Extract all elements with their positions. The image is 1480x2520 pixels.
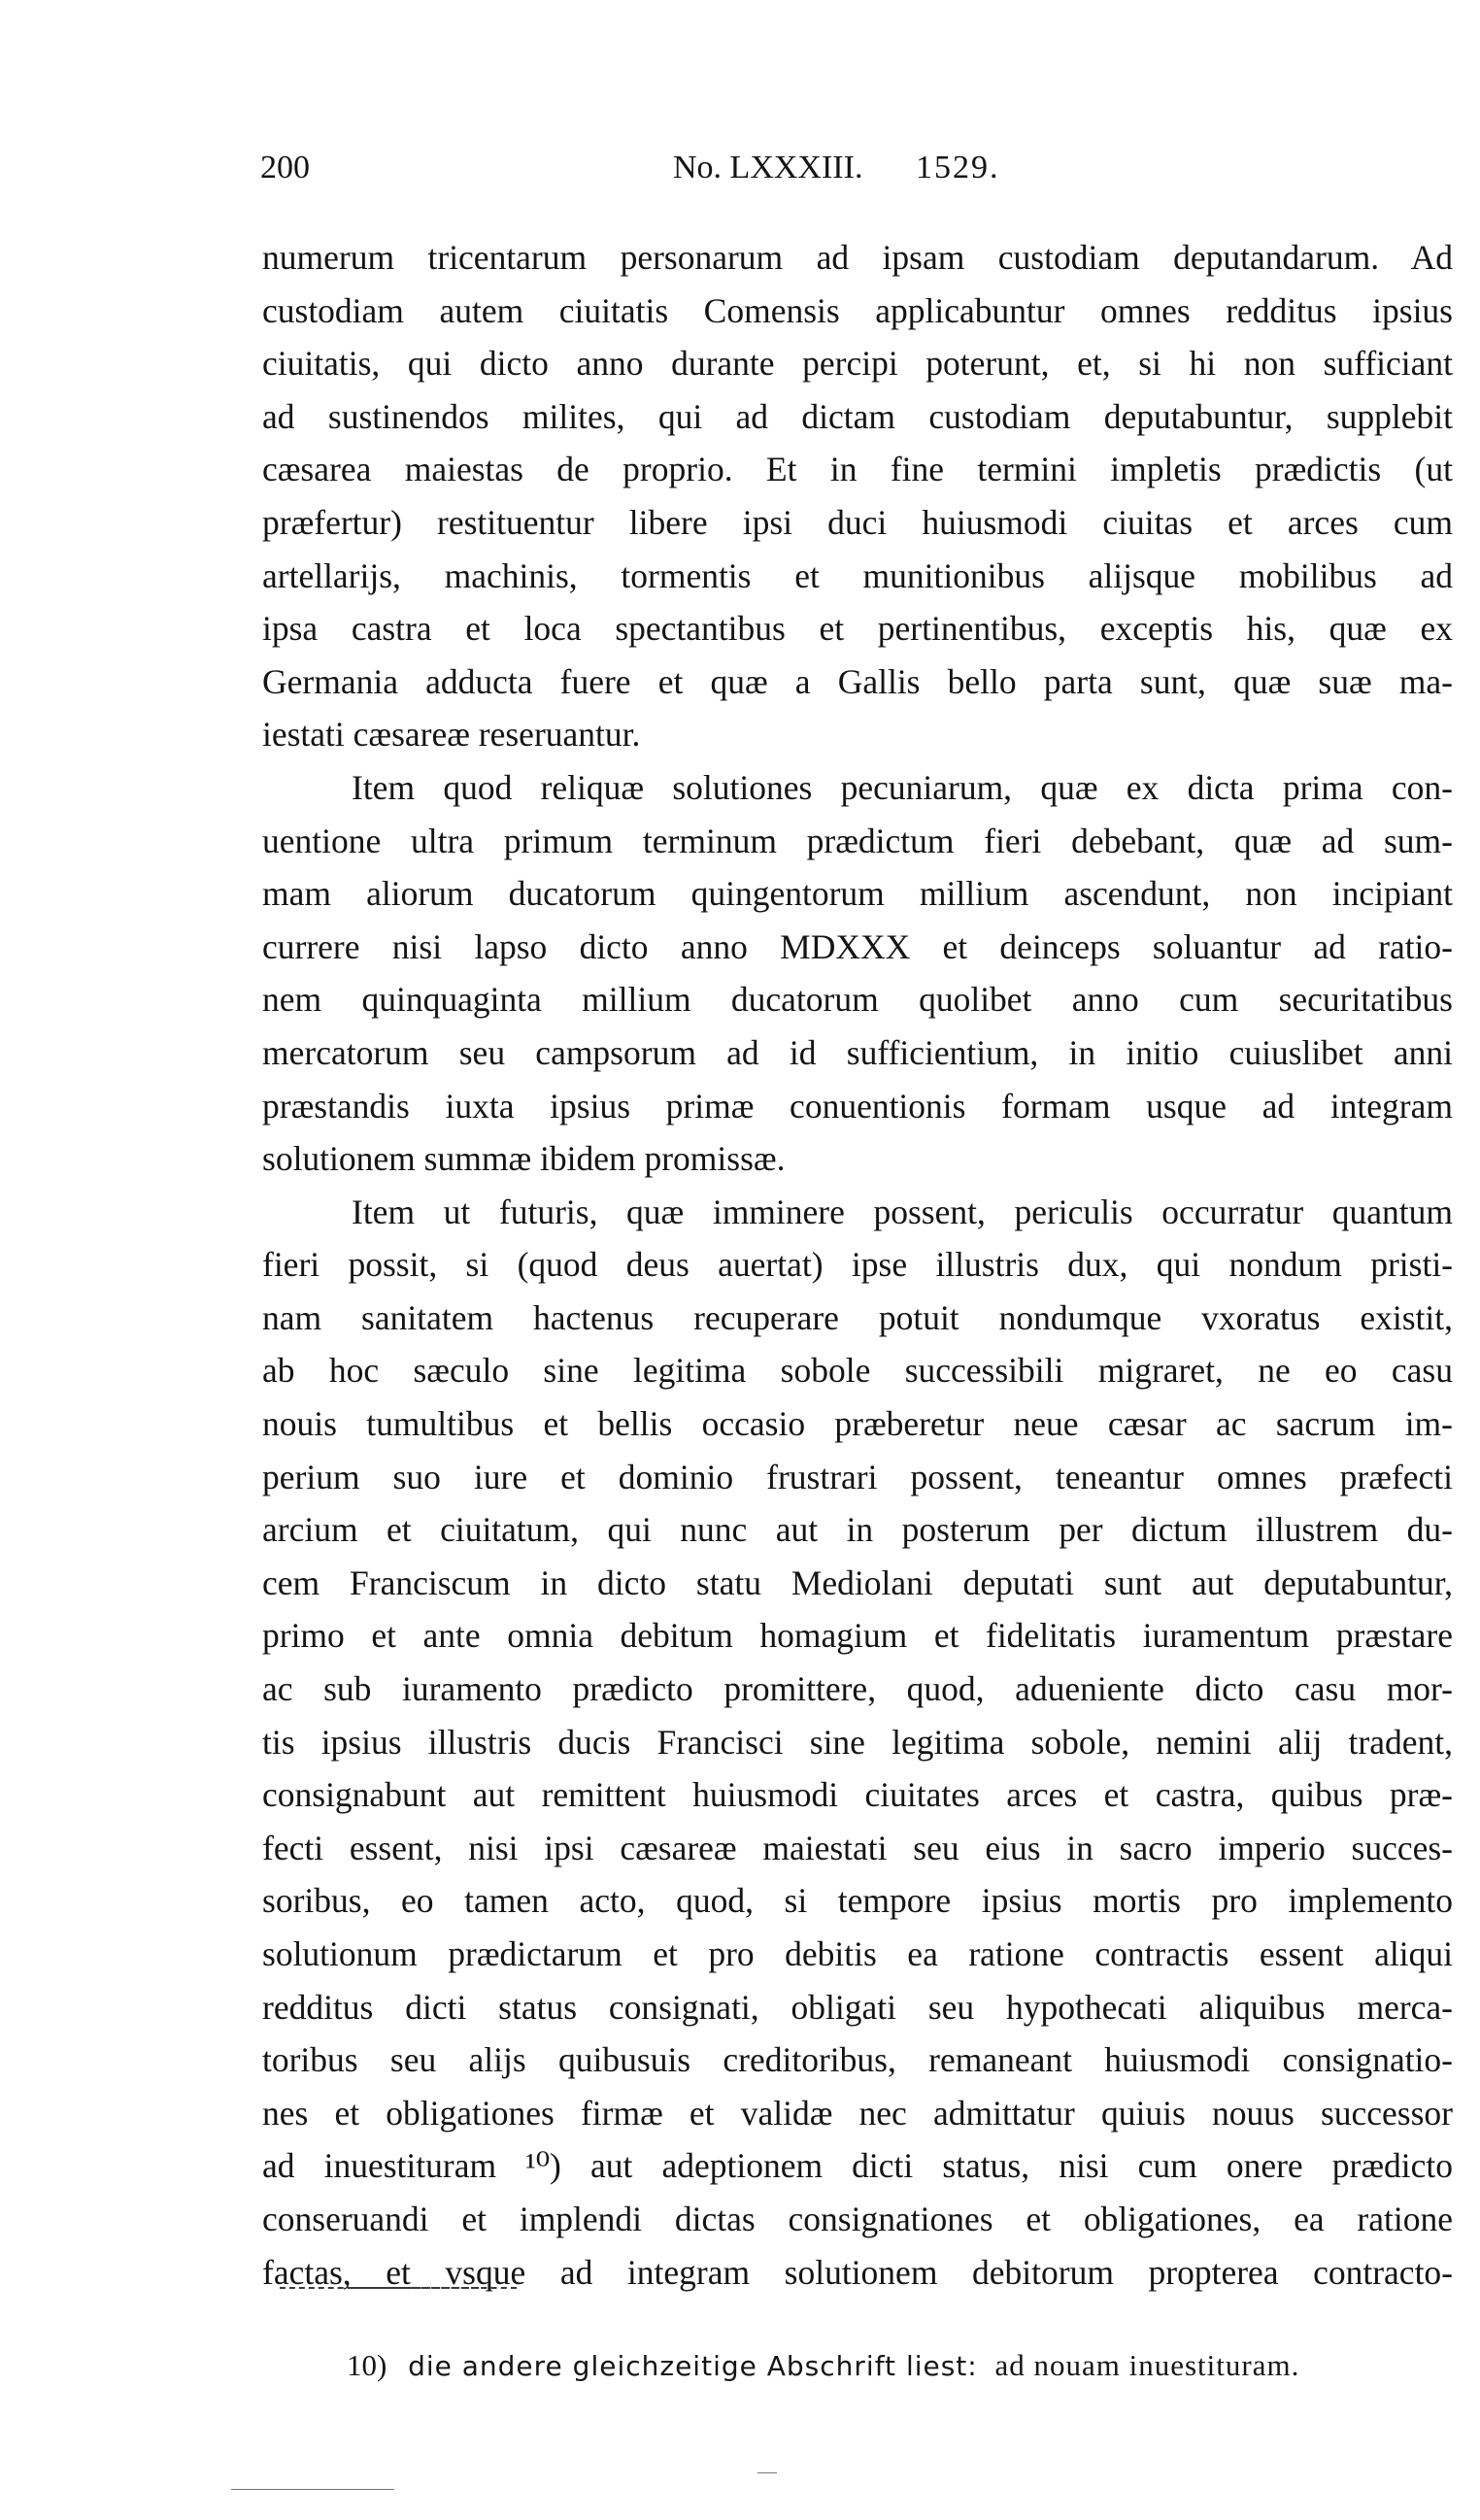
text-line: custodiam autem ciuitatis Comensis applicabuntur omnes redditus ipsius [262, 290, 1453, 330]
text-line: soribus, eo tamen acto, quod, si tempore ipsius mortis pro implemento [262, 1881, 1453, 1921]
page-number: 200 [260, 150, 310, 185]
text-line: ab hoc sæculo sine legitima sobole successibili migraret, ne eo casu [262, 1351, 1453, 1391]
text-line: arcium et ciuitatum, qui nunc aut in posterum per dictum illustrem du- [262, 1510, 1453, 1550]
text-line: perium suo iure et dominio frustrari possent, teneantur omnes præfecti [262, 1457, 1453, 1496]
footnote-german-text: die andere gleichzeitige Abschrift liest: [408, 2350, 978, 2382]
paragraph-3 [262, 1186, 1453, 2299]
text-line: præstandis iuxta ipsius primæ conuentionis formam usque ad integram [262, 1086, 1453, 1126]
text-line: cæsarea maiestas de proprio. Et in fine termini impletis prædictis (ut [262, 450, 1453, 489]
text-line: nes et obligationes firmæ et validæ nec admittatur quiuis nouus successor [262, 2093, 1453, 2133]
footnote-latin-text: ad nouam inuestituram. [994, 2348, 1300, 2382]
text-line: factas, et vsque ad integram solutionem debitorum propterea contracto- [262, 2252, 1453, 2292]
footnote-label: 10) [347, 2348, 387, 2382]
text-line: tis ipsius illustris ducis Francisci sine legitima sobole, nemini alij tradent, [262, 1722, 1453, 1762]
text-line: ipsa castra et loca spectantibus et pertinentibus, exceptis his, quæ ex [262, 609, 1453, 649]
text-line: ciuitatis, qui dicto anno durante percipi poterunt, et, si hi non sufficiant [262, 344, 1453, 384]
text-line: artellarijs, machinis, tormentis et munitionibus alijsque mobilibus ad [262, 555, 1453, 595]
text-line: nem quinquaginta millium ducatorum quolibet anno cum securitatibus [262, 980, 1453, 1020]
text-line: solutionum prædictarum et pro debitis ea ratione contractis essent aliqui [262, 1934, 1453, 1973]
text-line: redditus dicti status consignati, obligati seu hypothecati aliquibus merca- [262, 1987, 1453, 2027]
text-line: Item ut futuris, quæ imminere possent, periculis occurratur quantum [352, 1192, 1453, 1231]
text-line: toribus seu alijs quibusuis creditoribus, remaneant huiusmodi consignatio- [262, 2040, 1453, 2080]
text-line: ac sub iuramento prædicto promittere, quod, adueniente dicto casu mor- [262, 1669, 1453, 1709]
scan-mark [231, 2489, 394, 2490]
text-line: nouis tumultibus et bellis occasio præberetur neue cæsar ac sacrum im- [262, 1404, 1453, 1444]
text-line: mam aliorum ducatorum quingentorum millium ascendunt, non incipiant [262, 874, 1453, 914]
text-line: uentione ultra primum terminum prædictum fieri debebant, quæ ad sum- [262, 821, 1453, 860]
text-line: Germania adducta fuere et quæ a Gallis bello parta sunt, quæ suæ ma- [262, 661, 1453, 701]
text-line: consignabunt aut remittent huiusmodi ciuitates arces et castra, quibus præ- [262, 1775, 1453, 1815]
text-line: conseruandi et implendi dictas consignationes et obligationes, ea ratione [262, 2199, 1453, 2238]
text-line: solutionem summæ ibidem promissæ. [262, 1139, 786, 1179]
page-header [260, 144, 1280, 192]
body-text [262, 231, 1453, 2299]
document-number: No. LXXXIII. [673, 150, 863, 185]
paragraph-1 [262, 231, 1453, 761]
footnote-separator [352, 2287, 517, 2289]
text-line: fecti essent, nisi ipsi cæsareæ maiestati seu eius in sacro imperio succes- [262, 1828, 1453, 1867]
text-line: numerum tricentarum personarum ad ipsam custodiam deputandarum. Ad [262, 238, 1453, 277]
paragraph-2 [262, 761, 1453, 1186]
text-line: ad sustinendos milites, qui ad dictam custodiam deputabuntur, supplebit [262, 396, 1453, 436]
footnote [347, 2342, 1299, 2390]
scan-mark [757, 2472, 777, 2473]
text-line: fieri possit, si (quod deus auertat) ipse illustris dux, qui nondum pristi- [262, 1245, 1453, 1285]
text-line: iestati cæsareæ reseruantur. [262, 715, 641, 755]
text-line: currere nisi lapso dicto anno MDXXX et deinceps soluantur ad ratio- [262, 926, 1453, 966]
document-year: 1529. [916, 150, 1000, 185]
text-line: primo et ante omnia debitum homagium et fidelitatis iuramentum præstare [262, 1616, 1453, 1656]
text-line: mercatorum seu campsorum ad id sufficientium, in initio cuiuslibet anni [262, 1032, 1453, 1072]
text-line: ad inuestituram ¹⁰) aut adeptionem dicti status, nisi cum onere prædicto [262, 2146, 1453, 2186]
text-line: nam sanitatem hactenus recuperare potuit nondumque vxoratus existit, [262, 1297, 1453, 1337]
text-line: cem Franciscum in dicto statu Mediolani deputati sunt aut deputabuntur, [262, 1562, 1453, 1602]
text-line: Item quod reliquæ solutiones pecuniarum, quæ ex dicta prima con- [352, 767, 1453, 807]
text-line: præfertur) restituentur libere ipsi duci huiusmodi ciuitas et arces cum [262, 502, 1453, 542]
